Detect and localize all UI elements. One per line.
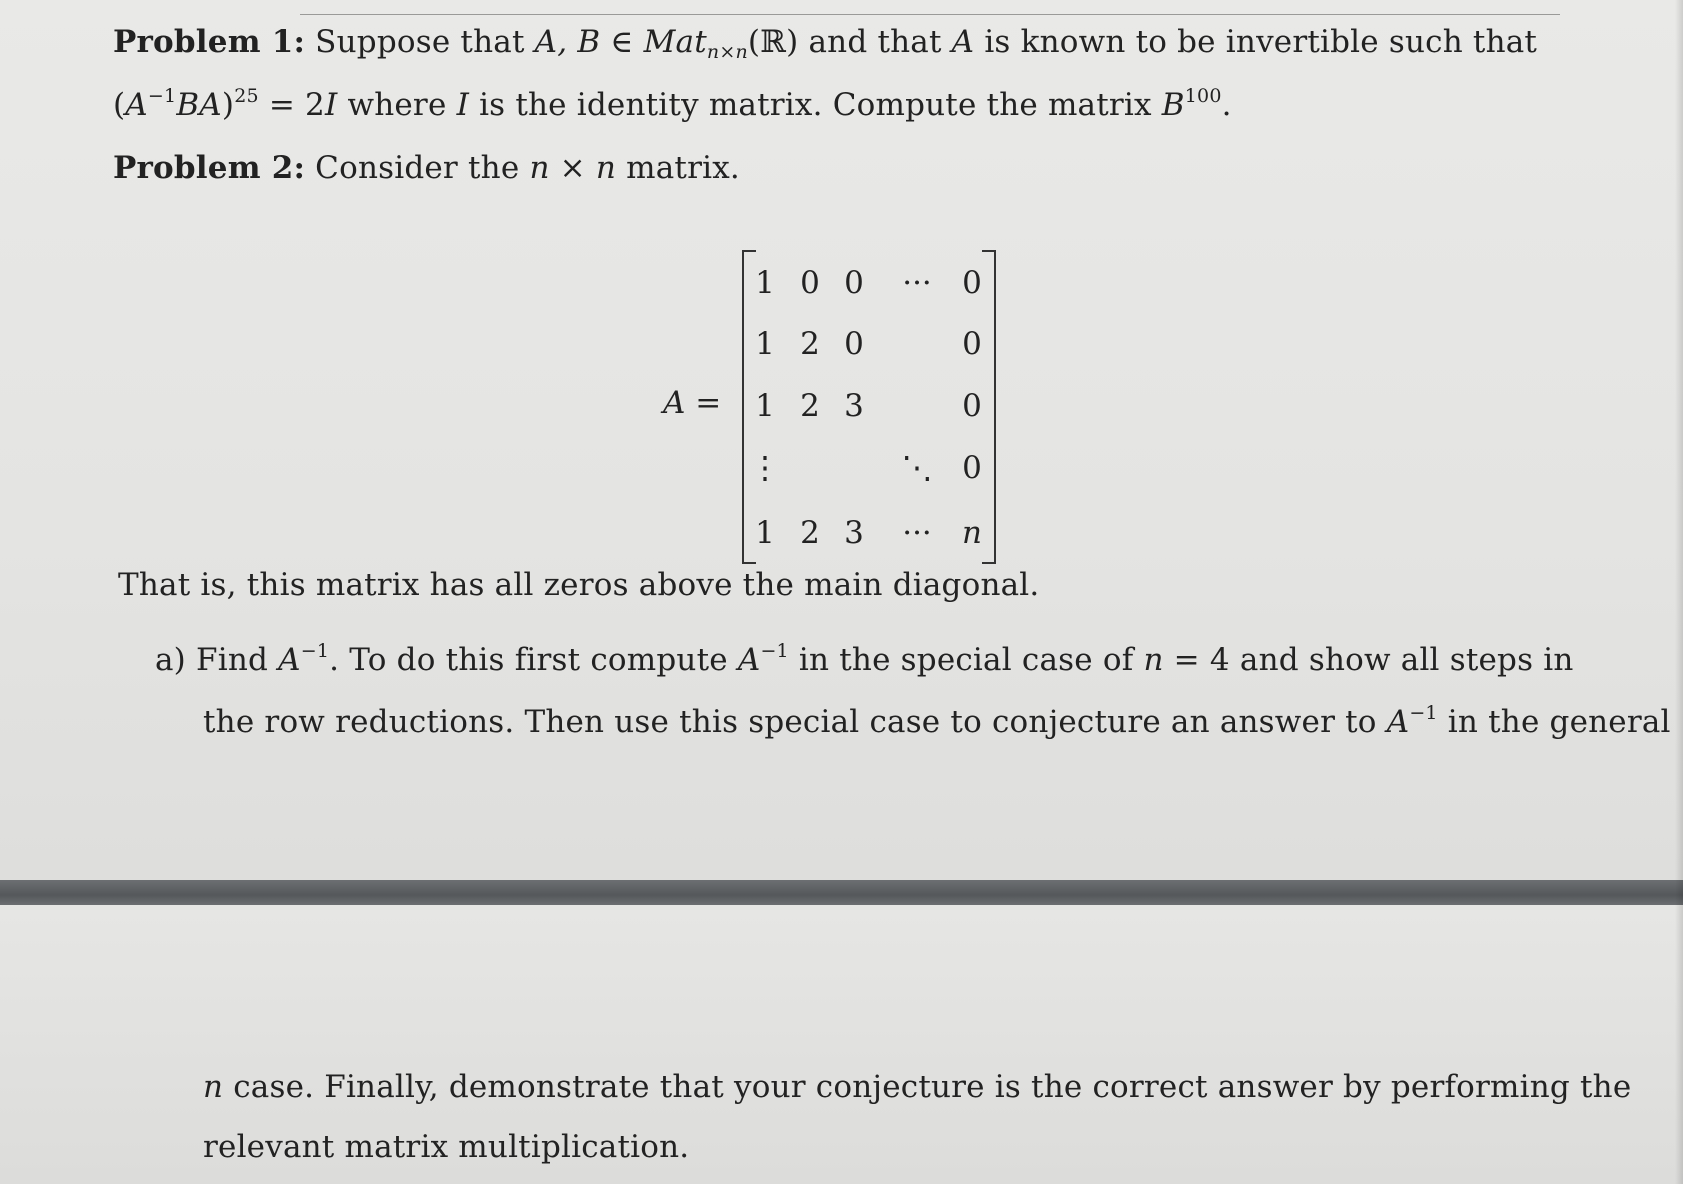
matrix-cell-r4-c5: 0 — [962, 450, 982, 486]
text: is the identity matrix. Compute the matrix — [469, 87, 1162, 123]
math-var: BA — [176, 87, 222, 123]
matrix-cell-r3-c5: 0 — [962, 388, 982, 424]
matrix-cell-r1-c2: 0 — [800, 265, 820, 301]
matrix-cell-r2-c1: 1 — [755, 326, 775, 362]
text: Consider the — [315, 150, 530, 186]
problem1-line2 — [113, 85, 1232, 125]
matrix-cell-r3-c3: 3 — [844, 388, 864, 424]
matrix-cell-r4-c1: ⋮ — [749, 450, 781, 486]
text: × — [549, 150, 596, 186]
math-var: A — [278, 642, 301, 678]
right-edge-shadow — [1675, 0, 1683, 1184]
math-sup: −1 — [760, 640, 789, 662]
text: Suppose that — [315, 24, 535, 60]
text: where — [337, 87, 457, 123]
matrix-cell-r5-c2: 2 — [800, 515, 820, 551]
math-sup: −1 — [1409, 702, 1438, 724]
problem1-line1 — [113, 22, 1537, 62]
text: ∈ — [600, 24, 644, 60]
matrix-cell-r1-c3: 0 — [844, 265, 864, 301]
text: is known to be invertible such that — [974, 24, 1538, 60]
text: matrix. — [616, 150, 740, 186]
text: in the special case of — [788, 642, 1144, 678]
math-sup: 25 — [234, 85, 259, 107]
problem1-label: Problem 1: — [113, 24, 306, 60]
top-rule — [300, 14, 1560, 15]
matrix-cell-r1-c4: ··· — [902, 265, 932, 301]
math-var: A — [951, 24, 975, 60]
text: Find — [196, 642, 279, 678]
text: = 2 — [258, 87, 325, 123]
math-var: A — [125, 87, 148, 123]
matrix-cell-r1-c1: 1 — [755, 265, 775, 301]
text: ( — [113, 87, 126, 123]
matrix-cell-r5-c3: 3 — [844, 515, 864, 551]
matrix-cell-r4-c4: ⋱ — [901, 450, 933, 486]
part-a-line3 — [203, 1067, 1631, 1107]
matrix-cell-r5-c5: n — [962, 515, 982, 551]
text: . To do this first compute — [329, 642, 738, 678]
matrix-cell-r2-c2: 2 — [800, 326, 820, 362]
text: (ℝ) and that — [747, 24, 952, 60]
math-var: Mat — [643, 24, 707, 60]
matrix-cell-r2-c3: 0 — [844, 326, 864, 362]
matrix-cell-r2-c5: 0 — [962, 326, 982, 362]
text: in the general — [1437, 704, 1671, 740]
matrix-cell-r1-c5: 0 — [962, 265, 982, 301]
text: the row reductions. Then use this special case to conjecture an answer to — [203, 704, 1387, 740]
problem2-line1 — [113, 148, 740, 188]
math-var: A — [737, 642, 761, 678]
text: case. Finally, demonstrate that your conjecture is the correct answer by performing the — [223, 1069, 1632, 1105]
problem2-label: Problem 2: — [113, 150, 306, 186]
matrix-cell-r5-c1: 1 — [755, 515, 775, 551]
matrix-lhs: A = — [663, 385, 722, 421]
text: ) — [221, 87, 235, 123]
math-var: n — [203, 1069, 224, 1105]
math-sup: −1 — [300, 640, 330, 662]
math-var: n — [595, 150, 617, 186]
page-separator — [0, 880, 1683, 905]
matrix-cell-r5-c4: ··· — [902, 515, 932, 551]
math-var: B — [1161, 87, 1185, 123]
math-sup: −1 — [147, 85, 177, 107]
math-var: A, B — [534, 24, 601, 60]
math-sub: n×n — [706, 41, 748, 63]
matrix-cell-r3-c2: 2 — [800, 388, 820, 424]
text: . — [1221, 87, 1232, 123]
matrix-cell-r3-c1: 1 — [755, 388, 775, 424]
part-a-line1 — [155, 640, 1574, 680]
math-var: n — [1143, 642, 1164, 678]
part-a-line4: relevant matrix multiplication. — [203, 1129, 690, 1165]
math-var: I — [324, 87, 338, 123]
math-var: I — [456, 87, 470, 123]
math-var: n — [529, 150, 550, 186]
math-sup: 100 — [1184, 85, 1222, 107]
math-var: A — [1386, 704, 1410, 740]
part-a-line2 — [203, 702, 1671, 742]
text: = 4 and show all steps in — [1163, 642, 1574, 678]
that-is-line: That is, this matrix has all zeros above the main diagonal. — [118, 567, 1040, 603]
part-a-marker: a) — [155, 642, 186, 678]
